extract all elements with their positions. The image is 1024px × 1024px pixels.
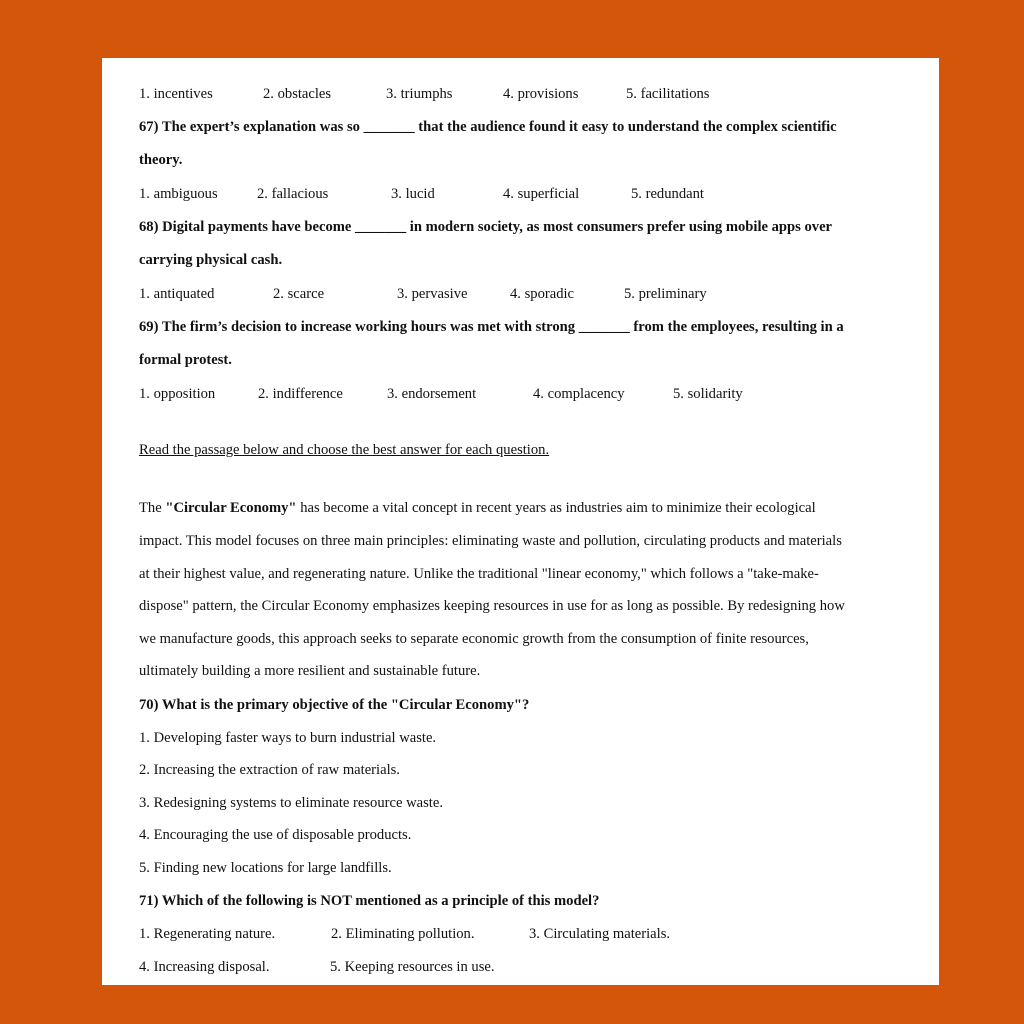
q66-option-1[interactable]: 1. incentives (139, 86, 213, 102)
passage-line-4: dispose" pattern, the Circular Economy emphasizes keeping resources in use for as long as possible. By redesigning how (139, 598, 845, 614)
q67-question-line-2: theory. (139, 152, 183, 168)
q67-option-5[interactable]: 5. redundant (631, 186, 704, 202)
q67-question-line-1: 67) The expert’s explanation was so _______ that the audience found it easy to understand the complex scientific (139, 119, 837, 135)
q68-option-3[interactable]: 3. pervasive (397, 286, 468, 302)
q68-option-1[interactable]: 1. antiquated (139, 286, 215, 302)
passage-line-3: at their highest value, and regenerating nature. Unlike the traditional "linear economy," which follows a "take-make- (139, 566, 819, 582)
q68-question-line-2: carrying physical cash. (139, 252, 283, 268)
q71-question: 71) Which of the following is NOT mentioned as a principle of this model? (139, 893, 600, 909)
q71-option-2[interactable]: 2. Eliminating pollution. (331, 926, 475, 942)
q67-option-3[interactable]: 3. lucid (391, 186, 435, 202)
q71-option-3[interactable]: 3. Circulating materials. (529, 926, 671, 942)
q66-option-3[interactable]: 3. triumphs (386, 86, 453, 102)
q70-option-5[interactable]: 5. Finding new locations for large landfills. (139, 860, 392, 876)
q68-option-2[interactable]: 2. scarce (273, 286, 325, 302)
q67-option-1[interactable]: 1. ambiguous (139, 186, 218, 202)
q66-option-5[interactable]: 5. facilitations (626, 86, 710, 102)
q69-option-4[interactable]: 4. complacency (533, 386, 625, 402)
passage-line-6: ultimately building a more resilient and sustainable future. (139, 663, 481, 679)
q70-option-2[interactable]: 2. Increasing the extraction of raw materials. (139, 762, 400, 778)
q66-option-2[interactable]: 2. obstacles (263, 86, 332, 102)
q67-option-4[interactable]: 4. superficial (503, 186, 580, 202)
passage-line-1-prefix: The (139, 500, 166, 516)
q68-question-line-1: 68) Digital payments have become _______ in modern society, as most consumers prefer using mobile apps over (139, 219, 833, 235)
q70-option-1[interactable]: 1. Developing faster ways to burn industrial waste. (139, 730, 437, 746)
q69-option-1[interactable]: 1. opposition (139, 386, 216, 402)
worksheet-page (102, 58, 939, 985)
q68-option-5[interactable]: 5. preliminary (624, 286, 707, 302)
q69-question-line-1: 69) The firm’s decision to increase working hours was met with strong _______ from the employees, resulting in a (139, 319, 844, 335)
q70-option-4[interactable]: 4. Encouraging the use of disposable products. (139, 827, 412, 843)
q68-option-4[interactable]: 4. sporadic (510, 286, 575, 302)
q67-option-2[interactable]: 2. fallacious (257, 186, 329, 202)
q69-question-line-2: formal protest. (139, 352, 232, 368)
q70-option-3[interactable]: 3. Redesigning systems to eliminate resource waste. (139, 795, 443, 811)
q69-option-3[interactable]: 3. endorsement (387, 386, 477, 402)
q69-option-2[interactable]: 2. indifference (258, 386, 343, 402)
q69-option-5[interactable]: 5. solidarity (673, 386, 743, 402)
q66-option-4[interactable]: 4. provisions (503, 86, 579, 102)
passage-instruction: Read the passage below and choose the best answer for each question. (139, 442, 550, 458)
passage-line-1-suffix: has become a vital concept in recent years as industries aim to minimize their ecological (296, 500, 816, 516)
q71-option-1[interactable]: 1. Regenerating nature. (139, 926, 276, 942)
q71-option-4[interactable]: 4. Increasing disposal. (139, 959, 270, 975)
passage-term-circular-economy: "Circular Economy" (165, 500, 297, 516)
passage-line-1 (139, 499, 816, 517)
q71-option-5[interactable]: 5. Keeping resources in use. (330, 959, 495, 975)
passage-line-5: we manufacture goods, this approach seeks to separate economic growth from the consumption of finite resources, (139, 631, 809, 647)
q70-question: 70) What is the primary objective of the "Circular Economy"? (139, 697, 530, 713)
passage-line-2: impact. This model focuses on three main principles: eliminating waste and pollution, circulating products and materials (139, 533, 842, 549)
